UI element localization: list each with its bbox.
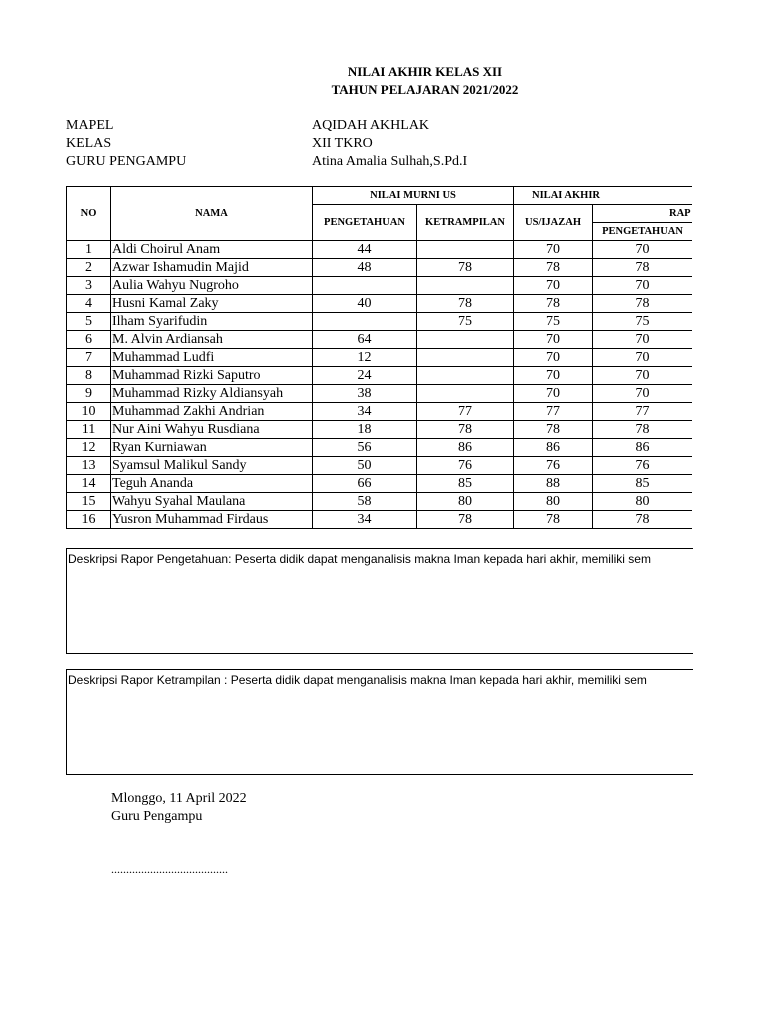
header-nilai-akhir: NILAI AKHIR [514,187,692,205]
header-pengetahuan: PENGETAHUAN [313,205,417,241]
row-us-ijazah: 78 [514,421,593,439]
row-pengetahuan: 58 [313,493,417,511]
row-us-ijazah: 80 [514,493,593,511]
row-us-ijazah: 70 [514,367,593,385]
row-nama: Muhammad Zakhi Andrian [111,403,313,421]
row-us-ijazah: 78 [514,511,593,529]
description-pengetahuan: Deskripsi Rapor Pengetahuan: Peserta didik dapat menganalisis makna Iman kepada hari akhir, memiliki sem [68,552,651,566]
row-ketrampilan [417,331,514,349]
info-label-guru: GURU PENGAMPU [66,154,187,169]
header-rapor-pengetahuan: PENGETAHUAN [593,223,692,241]
row-rapor-pengetahuan: 78 [593,295,692,313]
info-value-kelas: XII TKRO [312,136,373,151]
row-pengetahuan: 34 [313,403,417,421]
row-no: 16 [67,511,111,529]
row-no: 1 [67,241,111,259]
grades-table-viewport [66,186,692,532]
row-rapor-pengetahuan: 70 [593,331,692,349]
row-nama: Husni Kamal Zaky [111,295,313,313]
row-ketrampilan: 76 [417,457,514,475]
row-us-ijazah: 70 [514,241,593,259]
table-row [67,403,693,421]
table-row [67,349,693,367]
row-pengetahuan: 12 [313,349,417,367]
header-no: NO [67,187,111,241]
info-label-mapel: MAPEL [66,118,114,133]
row-nama: Muhammad Rizki Saputro [111,367,313,385]
row-nama: Muhammad Ludfi [111,349,313,367]
row-pengetahuan: 38 [313,385,417,403]
row-no: 9 [67,385,111,403]
row-us-ijazah: 88 [514,475,593,493]
row-rapor-pengetahuan: 77 [593,403,692,421]
row-rapor-pengetahuan: 76 [593,457,692,475]
row-us-ijazah: 70 [514,385,593,403]
row-us-ijazah: 70 [514,331,593,349]
row-pengetahuan: 34 [313,511,417,529]
row-no: 4 [67,295,111,313]
row-us-ijazah: 77 [514,403,593,421]
row-no: 6 [67,331,111,349]
description-pengetahuan-box [66,548,693,654]
row-ketrampilan: 75 [417,313,514,331]
table-row [67,367,693,385]
row-nama: Aldi Choirul Anam [111,241,313,259]
row-nama: Aulia Wahyu Nugroho [111,277,313,295]
row-pengetahuan [313,313,417,331]
row-pengetahuan: 18 [313,421,417,439]
row-nama: Azwar Ishamudin Majid [111,259,313,277]
info-value-mapel: AQIDAH AKHLAK [312,118,430,133]
row-no: 15 [67,493,111,511]
row-ketrampilan: 78 [417,259,514,277]
document-subtitle: TAHUN PELAJARAN 2021/2022 [331,82,519,97]
row-rapor-pengetahuan: 70 [593,385,692,403]
header-ketrampilan: KETRAMPILAN [417,205,514,241]
table-row [67,313,693,331]
row-pengetahuan: 66 [313,475,417,493]
signature-place-date: Mlonggo, 11 April 2022 [111,791,247,806]
row-ketrampilan [417,277,514,295]
row-ketrampilan: 86 [417,439,514,457]
row-rapor-pengetahuan: 86 [593,439,692,457]
info-labels [66,117,186,171]
table-row [67,439,693,457]
table-row [67,475,693,493]
row-nama: Teguh Ananda [111,475,313,493]
row-rapor-pengetahuan: 70 [593,277,692,295]
signature-role: Guru Pengampu [111,809,203,824]
row-pengetahuan: 50 [313,457,417,475]
row-nama: Yusron Muhammad Firdaus [111,511,313,529]
row-rapor-pengetahuan: 70 [593,367,692,385]
row-no: 14 [67,475,111,493]
row-nama: Muhammad Rizky Aldiansyah [111,385,313,403]
row-us-ijazah: 78 [514,295,593,313]
row-no: 2 [67,259,111,277]
row-nama: Ilham Syarifudin [111,313,313,331]
row-us-ijazah: 76 [514,457,593,475]
info-value-guru: Atina Amalia Sulhah,S.Pd.I [312,154,468,169]
document-title: NILAI AKHIR KELAS XII [347,64,503,79]
description-ketrampilan: Deskripsi Rapor Ketrampilan : Peserta didik dapat menganalisis makna Iman kepada hari akhir, memiliki sem [68,673,647,687]
row-pengetahuan: 40 [313,295,417,313]
row-no: 11 [67,421,111,439]
row-no: 7 [67,349,111,367]
row-rapor-pengetahuan: 75 [593,313,692,331]
row-pengetahuan: 44 [313,241,417,259]
table-row [67,295,693,313]
row-rapor-pengetahuan: 80 [593,493,692,511]
row-ketrampilan: 78 [417,421,514,439]
row-ketrampilan: 78 [417,295,514,313]
row-us-ijazah: 75 [514,313,593,331]
row-ketrampilan [417,385,514,403]
row-ketrampilan: 77 [417,403,514,421]
row-pengetahuan: 64 [313,331,417,349]
row-no: 5 [67,313,111,331]
table-row [67,493,693,511]
row-no: 12 [67,439,111,457]
info-values [312,117,467,171]
row-pengetahuan: 24 [313,367,417,385]
row-us-ijazah: 78 [514,259,593,277]
row-ketrampilan: 85 [417,475,514,493]
header-us-ijazah: US/IJAZAH [514,205,593,241]
row-nama: Ryan Kurniawan [111,439,313,457]
header-nama: NAMA [111,187,313,241]
description-ketrampilan-box [66,669,693,775]
row-no: 8 [67,367,111,385]
header-rapor: RAP [593,205,692,223]
table-row [67,331,693,349]
row-rapor-pengetahuan: 85 [593,475,692,493]
row-no: 13 [67,457,111,475]
row-no: 3 [67,277,111,295]
grades-table [66,186,692,529]
row-pengetahuan [313,277,417,295]
table-row [67,385,693,403]
row-us-ijazah: 70 [514,349,593,367]
row-pengetahuan: 56 [313,439,417,457]
signature-line: ....................................... [111,862,228,876]
row-rapor-pengetahuan: 78 [593,421,692,439]
header-nilai-murni-us: NILAI MURNI US [313,187,514,205]
table-row [67,259,693,277]
row-pengetahuan: 48 [313,259,417,277]
row-us-ijazah: 70 [514,277,593,295]
table-row [67,277,693,295]
table-row [67,511,693,529]
row-ketrampilan [417,367,514,385]
row-rapor-pengetahuan: 78 [593,511,692,529]
row-nama: Wahyu Syahal Maulana [111,493,313,511]
row-nama: Syamsul Malikul Sandy [111,457,313,475]
row-ketrampilan [417,349,514,367]
row-ketrampilan [417,241,514,259]
row-ketrampilan: 78 [417,511,514,529]
table-row [67,421,693,439]
row-rapor-pengetahuan: 78 [593,259,692,277]
row-ketrampilan: 80 [417,493,514,511]
table-row [67,241,693,259]
grades-table-body [67,241,693,529]
info-label-kelas: KELAS [66,136,112,151]
table-row [67,457,693,475]
row-no: 10 [67,403,111,421]
row-rapor-pengetahuan: 70 [593,349,692,367]
row-nama: M. Alvin Ardiansah [111,331,313,349]
row-rapor-pengetahuan: 70 [593,241,692,259]
row-nama: Nur Aini Wahyu Rusdiana [111,421,313,439]
row-us-ijazah: 86 [514,439,593,457]
